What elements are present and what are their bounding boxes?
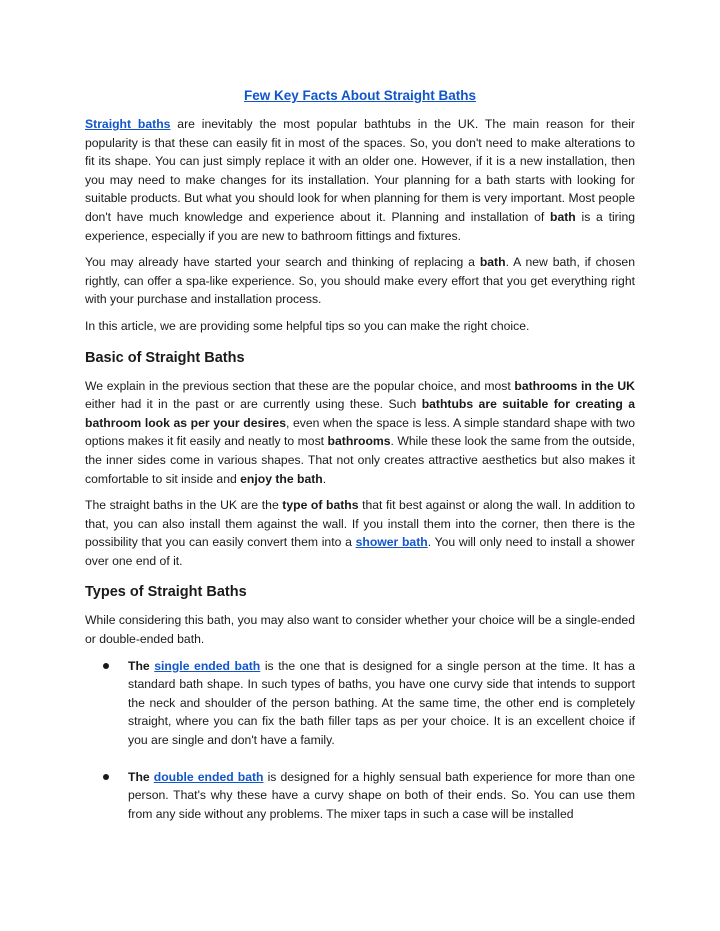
basic1-text-3: , even when the space is less. A simple standard shape with two options makes it fit easily and neatly to most [85,415,636,449]
straight-baths-link[interactable]: Straight baths [85,117,171,131]
page-title[interactable]: Few Key Facts About Straight Baths [243,88,477,103]
basic1-text-1: We explain in the previous section that these are the popular choice, and most [85,378,515,393]
list-item-body: is designed for a highly sensual bath experience for more than one person. That's why these have a curvy shape on both of their ends. So. You can use them from any side without any problems. The mixer taps in such a case will be installed [128,769,635,821]
single-ended-bath-link[interactable]: single ended bath [154,658,261,673]
intro-text-2: is a tiring experience, especially if you are new to bathroom fittings and fixtures. [85,209,635,243]
list-item-body: is the one that is designed for a single person at the time. It has a standard bath shape. In such types of baths, you have one curvy side that intends to support the neck and shoulder of the person bathing. At the same time, the other end is completely straight, where you can fix the bath filler taps as per your choice. It is an excellent choice if you are single and don't have a family. [128,658,635,748]
basic2-text-2: that fit best against or along the wall. In addition to that, you can also install them against the wall. If you install them into the corner, then there is the possibility that you can easily convert them into a [85,498,635,550]
basic1-text-2: either had it in the past or are currently using these. Such [85,397,422,412]
basic1-bold-4: enjoy the bath [240,471,323,486]
document-body [85,86,635,841]
paragraph-3: In this article, we are providing some helpful tips so you can make the right choice. [85,318,530,333]
basic1-bold-2: bathtubs are suitable for creating a bathroom look as per your desires [85,397,636,430]
basic2-text-3: . You will only need to install a shower over one end of it. [85,535,635,568]
heading-types-of-straight-baths: Types of Straight Baths [85,584,247,601]
para2-text-1: You may already have started your search and thinking of replacing a [85,255,480,270]
intro-paragraph [85,115,635,245]
double-ended-bath-link[interactable]: double ended bath [153,769,264,784]
basic1-text-5: . [322,471,327,486]
intro-bold-bath: bath [550,209,576,224]
paragraph-2 [85,253,635,309]
basic1-bold-1: bathrooms in the UK [514,378,635,393]
list-item-single-ended [85,657,635,750]
list-item-lead: The [128,769,154,784]
basic-paragraph-1 [85,377,635,489]
para2-text-2: . A new bath, if chosen rightly, can offer a spa-like experience. So, you should make every effort that you get everything right with your purchase and installation process. [85,255,635,307]
list-item-lead: The [128,658,155,673]
basic2-bold-1: type of baths [282,498,359,513]
heading-basic-of-straight-baths: Basic of Straight Baths [85,349,245,366]
intro-text-1: are inevitably the most popular bathtubs in the UK. The main reason for their popularity is that these can easily fit in most of the spaces. So, you don't need to make alterations to fit its shape. You can just simply replace it with an older one. However, if it is a new installation, then you may need to make changes for its installation. Your planning for a bath starts with looking for suitable products. But what you should look for when planning for them is very important. Most people don't have much knowledge and experience about it. Planning and installation of [85,117,635,224]
basic-paragraph-2 [85,496,635,570]
basic1-bold-3: bathrooms [327,434,391,449]
basic2-text-1: The straight baths in the UK are the [85,498,283,513]
basic1-text-4: . While these look the same from the outside, the inner sides come in various shapes. That not only creates attractive aesthetics but also makes it comfortable to sit inside and [85,434,635,486]
bullet-icon [103,663,109,669]
list-item-text [128,657,635,750]
list-item-text [128,768,635,824]
bath-types-list [85,657,635,824]
list-item-double-ended [85,768,635,824]
types-intro-paragraph: While considering this bath, you may also want to consider whether your choice will be a single-ended or double-ended bath. [85,613,635,647]
shower-bath-link[interactable]: shower bath [355,535,428,550]
bullet-icon [103,774,109,780]
para2-bold-bath: bath [479,255,506,270]
